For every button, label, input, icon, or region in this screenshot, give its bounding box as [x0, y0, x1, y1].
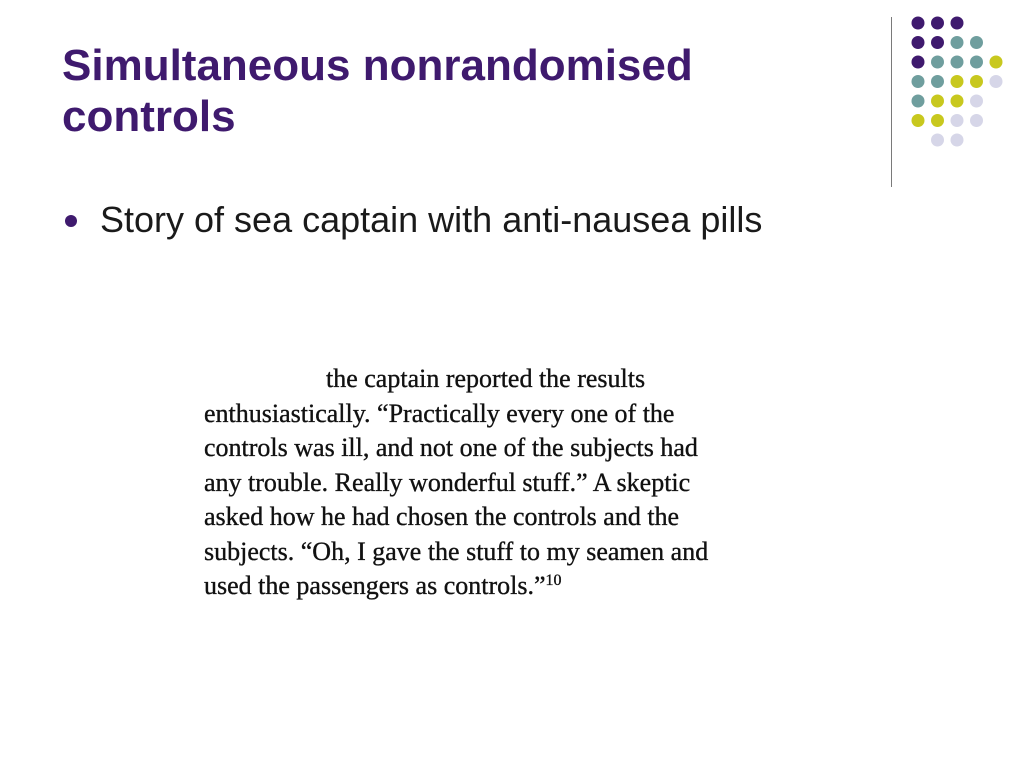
decorative-dot — [951, 36, 964, 49]
quote-line: enthusiastically. “Practically every one of the — [204, 398, 675, 428]
dot-grid-decoration — [0, 0, 1024, 200]
decorative-dot — [951, 75, 964, 88]
quote-line: any trouble. Really wonderful stuff.” A skeptic — [204, 467, 691, 497]
quote-line-text: used the passengers as controls.” — [204, 571, 546, 600]
quote-line: controls was ill, and not one of the subjects had — [204, 433, 698, 462]
decorative-dot — [912, 17, 925, 30]
bullet-dot-icon — [65, 215, 77, 227]
quote-line: the captain reported the results — [326, 364, 646, 393]
bullet-list — [62, 196, 762, 244]
decorative-dot — [970, 75, 983, 88]
decorative-dot — [990, 75, 1003, 88]
decorative-dot — [912, 56, 925, 69]
quote-line-last — [204, 569, 864, 604]
decorative-dot — [912, 95, 925, 108]
decorative-dot — [970, 36, 983, 49]
decorative-dot — [912, 75, 925, 88]
decorative-dot — [931, 134, 944, 147]
decorative-dot — [951, 134, 964, 147]
decorative-dot — [912, 114, 925, 127]
decorative-dot — [951, 114, 964, 127]
bullet-item — [62, 196, 762, 244]
decorative-dot — [970, 95, 983, 108]
slide-title: Simultaneous nonrandomised controls — [62, 41, 693, 141]
decorative-dot — [931, 95, 944, 108]
quote-line: subjects. “Oh, I gave the stuff to my seamen and — [204, 536, 709, 566]
decorative-dot — [951, 56, 964, 69]
decorative-dot — [931, 75, 944, 88]
quote-line: asked how he had chosen the controls and the — [204, 502, 680, 531]
decorative-dot — [990, 56, 1003, 69]
footnote-marker: 10 — [545, 572, 562, 589]
decorative-dot — [931, 56, 944, 69]
decorative-dot — [931, 114, 944, 127]
quoted-passage — [204, 362, 864, 604]
decorative-dot — [931, 17, 944, 30]
decorative-dot — [912, 36, 925, 49]
bullet-text: Story of sea captain with anti-nausea pills — [100, 199, 763, 240]
decorative-dot — [970, 114, 983, 127]
decorative-dot — [951, 17, 964, 30]
decorative-dot — [970, 56, 983, 69]
decorative-dot — [931, 36, 944, 49]
decorative-dot — [951, 95, 964, 108]
